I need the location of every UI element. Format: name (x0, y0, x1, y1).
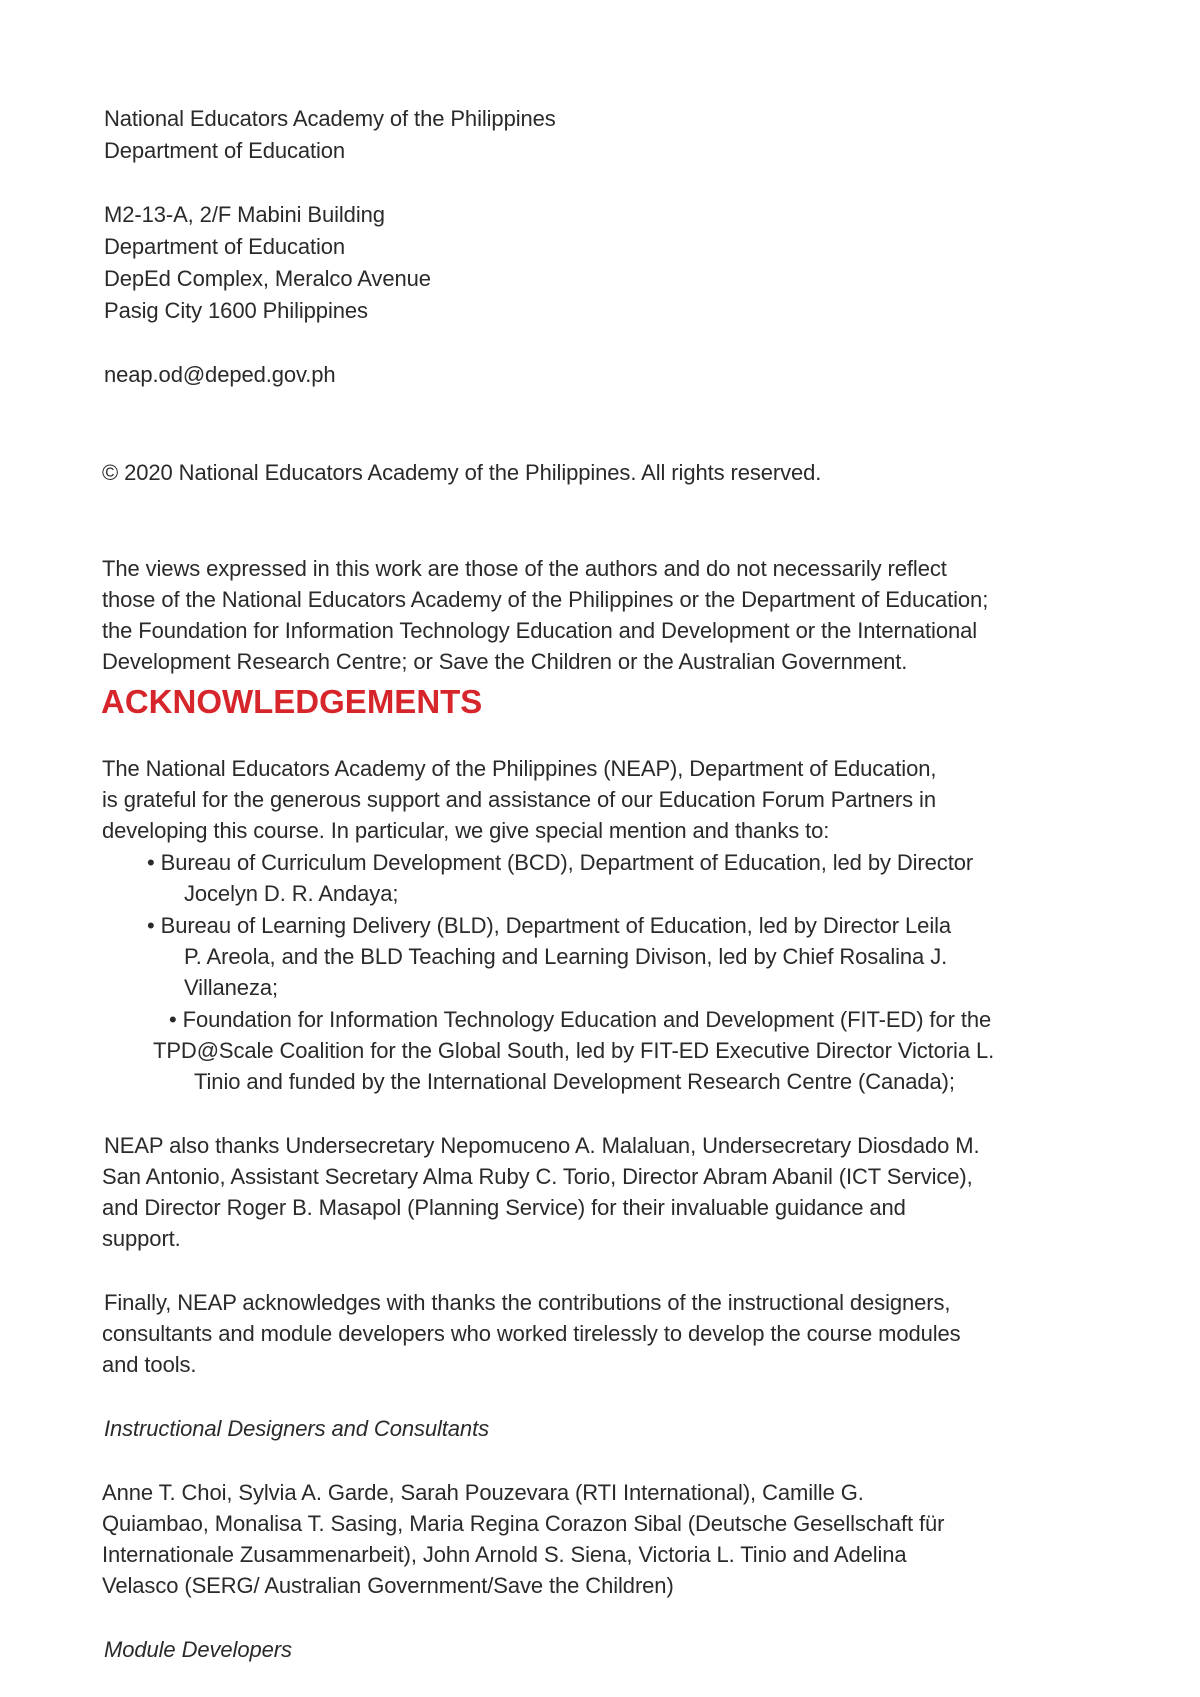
designers-line: Anne T. Choi, Sylvia A. Garde, Sarah Pouzevara (RTI International), Camille G. (102, 1480, 864, 1505)
disclaimer-line: The views expressed in this work are those of the authors and do not necessarily reflect (102, 556, 947, 581)
address-line: Department of Education (104, 234, 346, 259)
address-line: DepEd Complex, Meralco Avenue (104, 266, 431, 291)
intro-line: is grateful for the generous support and assistance of our Education Forum Partners in (102, 787, 936, 812)
address-line: Pasig City 1600 Philippines (104, 298, 368, 323)
finally-line: Finally, NEAP acknowledges with thanks the contributions of the instructional designers, (104, 1290, 951, 1315)
disclaimer-line: the Foundation for Information Technology Education and Development or the International (102, 618, 978, 643)
email-address: neap.od@deped.gov.ph (104, 362, 336, 387)
developers-heading: Module Developers (104, 1637, 292, 1662)
publisher-department: Department of Education (104, 138, 346, 163)
publisher-name: National Educators Academy of the Philippines (104, 106, 556, 131)
bullet-continuation: Tinio and funded by the International Development Research Centre (Canada); (194, 1069, 955, 1094)
address-line: M2-13-A, 2/F Mabini Building (104, 202, 385, 227)
copyright-notice: © 2020 National Educators Academy of the Philippines. All rights reserved. (102, 460, 822, 485)
designers-line: Quiambao, Monalisa T. Sasing, Maria Regina Corazon Sibal (Deutsche Gesellschaft für (102, 1511, 945, 1536)
finally-line: and tools. (102, 1352, 197, 1377)
bullet-continuation: P. Areola, and the BLD Teaching and Learning Divison, led by Chief Rosalina J. (184, 944, 948, 969)
bullet-continuation: Jocelyn D. R. Andaya; (184, 881, 399, 906)
designers-line: Velasco (SERG/ Australian Government/Save the Children) (102, 1573, 674, 1598)
thanks-line: and Director Roger B. Masapol (Planning Service) for their invaluable guidance and (102, 1195, 906, 1220)
finally-line: consultants and module developers who worked tirelessly to develop the course modules (102, 1321, 961, 1346)
bullet-item: • Bureau of Curriculum Development (BCD), Department of Education, led by Director (147, 850, 974, 875)
designers-line: Internationale Zusammenarbeit), John Arnold S. Siena, Victoria L. Tinio and Adelina (102, 1542, 907, 1567)
thanks-line: support. (102, 1226, 181, 1251)
acknowledgements-heading: ACKNOWLEDGEMENTS (101, 683, 483, 720)
bullet-item: • Bureau of Learning Delivery (BLD), Department of Education, led by Director Leila (147, 913, 952, 938)
bullet-continuation: TPD@Scale Coalition for the Global South, led by FIT-ED Executive Director Victoria L. (153, 1038, 995, 1063)
disclaimer-line: Development Research Centre; or Save the Children or the Australian Government. (102, 649, 908, 674)
bullet-continuation: Villaneza; (184, 975, 278, 1000)
designers-heading: Instructional Designers and Consultants (104, 1416, 489, 1441)
thanks-line: San Antonio, Assistant Secretary Alma Ruby C. Torio, Director Abram Abanil (ICT Service), (102, 1164, 973, 1189)
intro-line: developing this course. In particular, we give special mention and thanks to: (102, 818, 830, 843)
bullet-item: • Foundation for Information Technology Education and Development (FIT-ED) for the (169, 1007, 992, 1032)
disclaimer-line: those of the National Educators Academy of the Philippines or the Department of Education; (102, 587, 989, 612)
thanks-line: NEAP also thanks Undersecretary Nepomuceno A. Malaluan, Undersecretary Diosdado M. (104, 1133, 980, 1158)
intro-line: The National Educators Academy of the Philippines (NEAP), Department of Education, (102, 756, 937, 781)
